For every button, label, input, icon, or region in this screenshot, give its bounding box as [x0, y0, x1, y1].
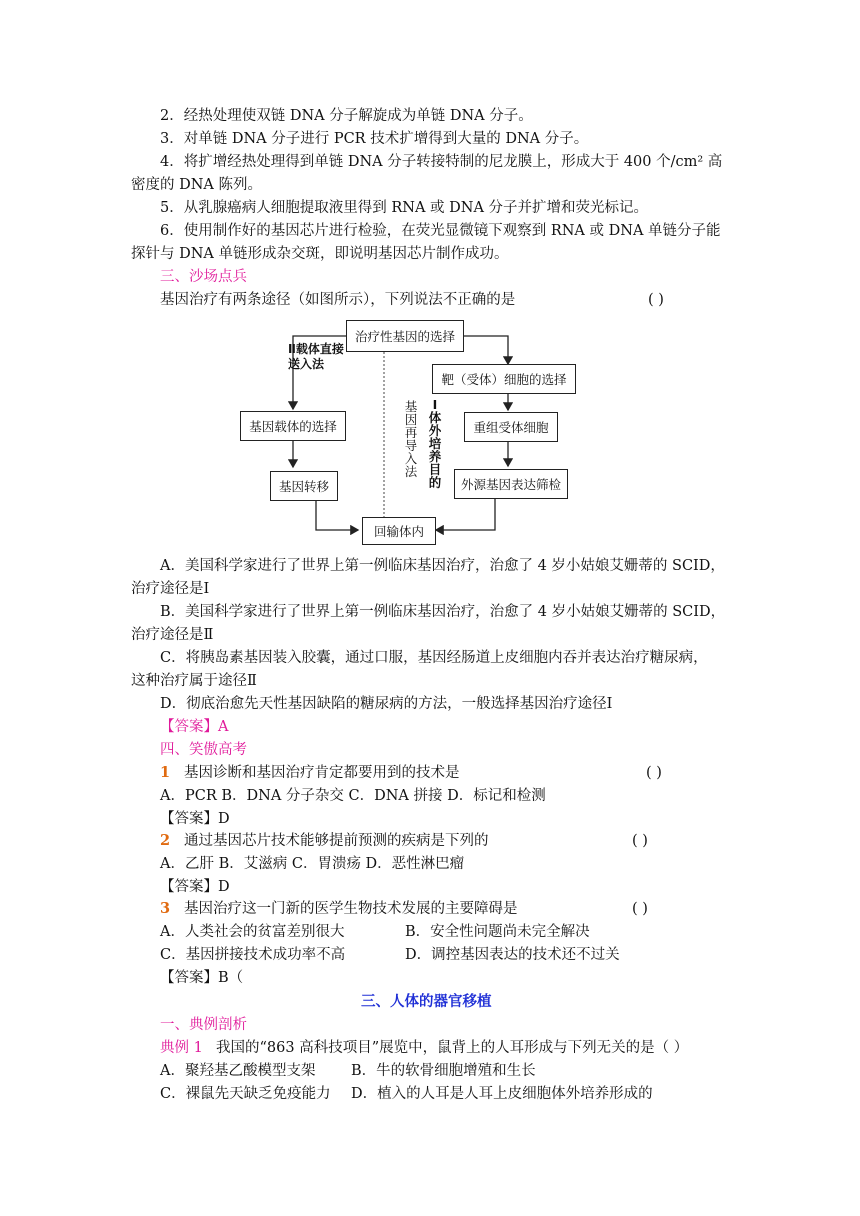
answer-paren: ( ): [646, 765, 662, 781]
option-b: B．安全性问题尚未完全解决: [405, 924, 590, 940]
box-reinfusion: 回输体内: [362, 517, 436, 545]
step-3: 3．对单链 DNA 分子进行 PCR 技术扩增得到大量的 DNA 分子。: [160, 131, 589, 147]
question-number: 1: [160, 764, 171, 781]
label-reintroduction: 基因再导入法: [404, 399, 418, 479]
answer-label: 【答案】B（: [160, 970, 244, 986]
section-heading: 三、沙场点兵: [160, 269, 247, 285]
box-recombinant-cells: 重组受体细胞: [464, 412, 558, 442]
option-c: C．基因拼接技术成功率不高: [160, 947, 346, 963]
option-d: D．植入的人耳是人耳上皮细胞体外培养形成的: [351, 1086, 653, 1102]
answer-label: 【答案】D: [160, 811, 230, 827]
option-a: A．聚羟基乙酸模型支架: [160, 1063, 316, 1079]
box-gene-transfer: 基因转移: [270, 471, 338, 501]
option-d: D．彻底治愈先天性基因缺陷的糖尿病的方法，一般选择基因治疗途径Ⅰ: [160, 696, 613, 712]
section-heading: 一、典例剖析: [160, 1017, 247, 1033]
box-vector-selection: 基因载体的选择: [240, 411, 346, 441]
option-b-cont: 治疗途径是Ⅱ: [131, 627, 214, 643]
option-a: A．美国科学家进行了世界上第一例临床基因治疗，治愈了 4 岁小姑娘艾姗蒂的 SCID，: [160, 558, 725, 574]
option-d: D．调控基因表达的技术还不过关: [405, 947, 620, 963]
answer-label: 【答案】D: [160, 879, 230, 895]
answer-paren: ( ): [632, 901, 648, 917]
question-options: A．PCR B．DNA 分子杂交 C．DNA 拼接 D．标记和检测: [160, 788, 546, 804]
label-vector-direct: Ⅱ载体直接送入法: [288, 342, 344, 371]
option-a: A．人类社会的贫富差别很大: [160, 924, 345, 940]
question-text: 基因诊断和基因治疗肯定都要用到的技术是: [184, 765, 460, 781]
step-4: 4．将扩增经热处理得到单链 DNA 分子转接特制的尼龙膜上，形成大于 400 个/cm² 高: [160, 154, 723, 170]
box-expression-screening: 外源基因表达筛检: [454, 469, 568, 499]
gene-therapy-diagram: [232, 314, 567, 546]
box-therapeutic-gene-selection: 治疗性基因的选择: [346, 320, 464, 352]
step-2: 2．经热处理使双链 DNA 分子解旋成为单链 DNA 分子。: [160, 108, 533, 124]
option-c-cont: 这种治疗属于途径Ⅱ: [131, 673, 257, 689]
step-6-cont: 探针与 DNA 单链形成杂交斑，即说明基因芯片制作成功。: [131, 246, 509, 262]
question-number: 3: [160, 900, 171, 917]
example-text: 我国的“863 高科技项目”展览中，鼠背上的人耳形成与下列无关的是（ ）: [216, 1040, 689, 1056]
question-text: 基因治疗这一门新的医学生物技术发展的主要障碍是: [184, 901, 518, 917]
answer-label: 【答案】A: [160, 719, 229, 735]
option-a-cont: 治疗途径是Ⅰ: [131, 581, 210, 597]
box-target-cell-selection: 靶（受体）细胞的选择: [432, 364, 576, 394]
example-label: 典例 1: [160, 1040, 203, 1056]
question-options: A．乙肝 B．艾滋病 C．胃溃疡 D．恶性淋巴瘤: [160, 856, 465, 872]
question-text: 基因治疗有两条途径（如图所示），下列说法不正确的是: [160, 292, 516, 308]
answer-paren: ( ): [648, 292, 664, 308]
section-heading: 四、笑傲高考: [160, 742, 247, 758]
step-6: 6．使用制作好的基因芯片进行检验，在荧光显微镜下观察到 RNA 或 DNA 单链分子能: [160, 223, 721, 239]
option-c: C．将胰岛素基因装入胶囊，通过口服，基因经肠道上皮细胞内吞并表达治疗糖尿病，: [160, 650, 708, 666]
section-title: 三、人体的器官移植: [361, 993, 492, 1010]
option-c: C．裸鼠先天缺乏免疫能力: [160, 1086, 331, 1102]
step-5: 5．从乳腺癌病人细胞提取液里得到 RNA 或 DNA 分子并扩增和荧光标记。: [160, 200, 649, 216]
label-in-vitro-culture: Ⅰ体外培养目的: [428, 397, 442, 490]
option-b: B．美国科学家进行了世界上第一例临床基因治疗，治愈了 4 岁小姑娘艾姗蒂的 SCID，: [160, 604, 726, 620]
option-b: B．牛的软骨细胞增殖和生长: [351, 1063, 536, 1079]
step-4-cont: 密度的 DNA 陈列。: [131, 177, 263, 193]
question-text: 通过基因芯片技术能够提前预测的疾病是下列的: [184, 833, 489, 849]
question-number: 2: [160, 832, 171, 849]
answer-paren: ( ): [632, 833, 648, 849]
